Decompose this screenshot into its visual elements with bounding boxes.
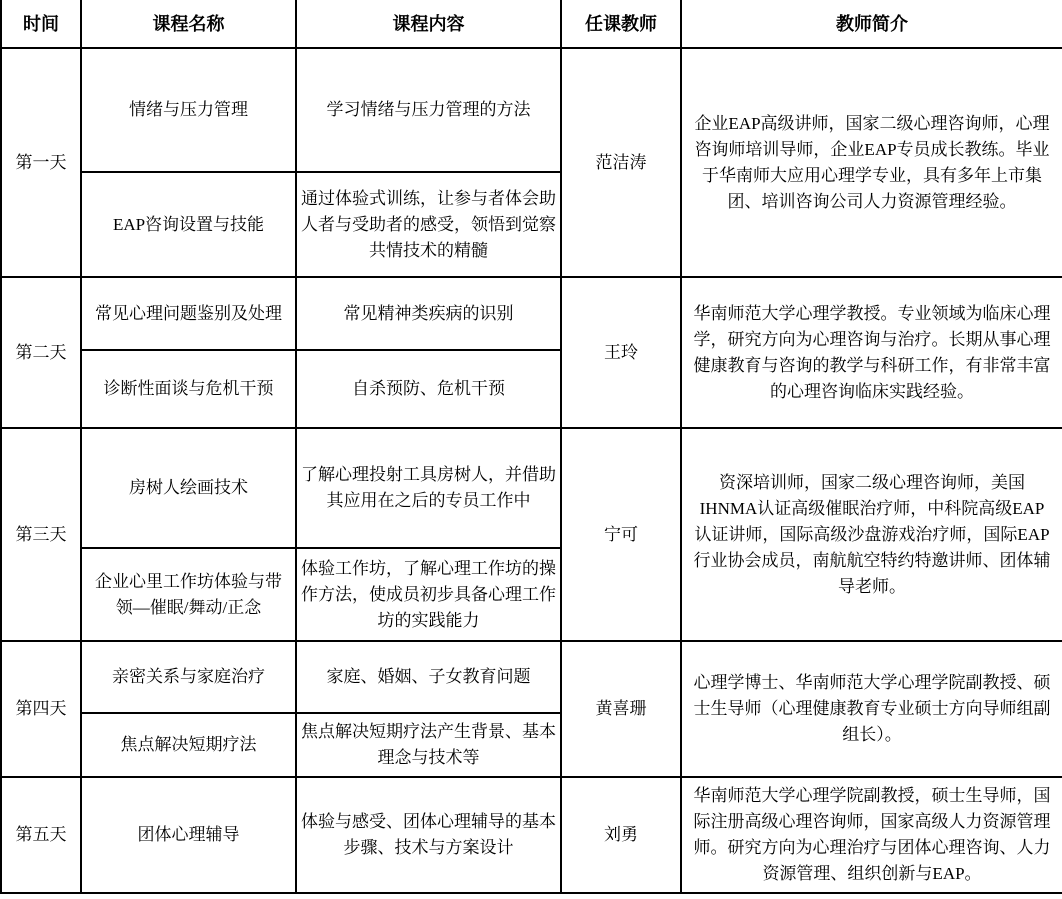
course-name-cell: 亲密关系与家庭治疗 [81,641,296,713]
course-content-cell: 了解心理投射工具房树人，并借助其应用在之后的专员工作中 [296,428,561,548]
course-content-cell: 家庭、婚姻、子女教育问题 [296,641,561,713]
course-name-cell: 情绪与压力管理 [81,48,296,172]
course-name-cell: 焦点解决短期疗法 [81,713,296,777]
day-cell: 第一天 [1,48,81,277]
course-content-cell: 常见精神类疾病的识别 [296,277,561,350]
course-name-cell: 常见心理问题鉴别及处理 [81,277,296,350]
day-cell: 第四天 [1,641,81,777]
course-content-cell: 通过体验式训练，让参与者体会助人者与受助者的感受，领悟到觉察共情技术的精髓 [296,172,561,277]
teacher-cell: 王玲 [561,277,681,428]
teacher-bio-cell: 资深培训师，国家二级心理咨询师，美国IHNMA认证高级催眠治疗师，中科院高级EAP认证讲师，国际高级沙盘游戏治疗师，国际EAP行业协会成员，南航航空特约特邀讲师、团体辅导老师。 [681,428,1062,641]
course-name-cell: EAP咨询设置与技能 [81,172,296,277]
course-content-cell: 自杀预防、危机干预 [296,350,561,428]
teacher-cell: 刘勇 [561,777,681,893]
teacher-bio-cell: 华南师范大学心理学院副教授，硕士生导师，国际注册高级心理咨询师，国家高级人力资源管理师。研究方向为心理治疗与团体心理咨询、人力资源管理、组织创新与EAP。 [681,777,1062,893]
header-teacher-bio: 教师简介 [681,0,1062,48]
teacher-cell: 黄喜珊 [561,641,681,777]
teacher-bio-cell: 企业EAP高级讲师，国家二级心理咨询师，心理咨询师培训导师，企业EAP专员成长教练。毕业于华南师大应用心理学专业，具有多年上市集团、培训咨询公司人力资源管理经验。 [681,48,1062,277]
table-row [1,641,1062,713]
header-course-name: 课程名称 [81,0,296,48]
teacher-bio-cell: 心理学博士、华南师范大学心理学院副教授、硕士生导师（心理健康教育专业硕士方向导师组副组长）。 [681,641,1062,777]
header-course-content: 课程内容 [296,0,561,48]
table-row [1,277,1062,350]
table-row [1,428,1062,548]
course-name-cell: 企业心里工作坊体验与带领—催眠/舞动/正念 [81,548,296,641]
day-cell: 第五天 [1,777,81,893]
table-row [1,777,1062,893]
teacher-cell: 范洁涛 [561,48,681,277]
course-content-cell: 学习情绪与压力管理的方法 [296,48,561,172]
course-content-cell: 体验与感受、团体心理辅导的基本步骤、技术与方案设计 [296,777,561,893]
header-teacher: 任课教师 [561,0,681,48]
table-header-row [1,0,1062,48]
day-cell: 第二天 [1,277,81,428]
course-content-cell: 体验工作坊，了解心理工作坊的操作方法，使成员初步具备心理工作坊的实践能力 [296,548,561,641]
course-name-cell: 诊断性面谈与危机干预 [81,350,296,428]
course-content-cell: 焦点解决短期疗法产生背景、基本理念与技术等 [296,713,561,777]
course-name-cell: 房树人绘画技术 [81,428,296,548]
day-cell: 第三天 [1,428,81,641]
table-row [1,48,1062,172]
teacher-bio-cell: 华南师范大学心理学教授。专业领域为临床心理学，研究方向为心理咨询与治疗。长期从事心理健康教育与咨询的教学与科研工作，有非常丰富的心理咨询临床实践经验。 [681,277,1062,428]
course-name-cell: 团体心理辅导 [81,777,296,893]
header-time: 时间 [1,0,81,48]
teacher-cell: 宁可 [561,428,681,641]
